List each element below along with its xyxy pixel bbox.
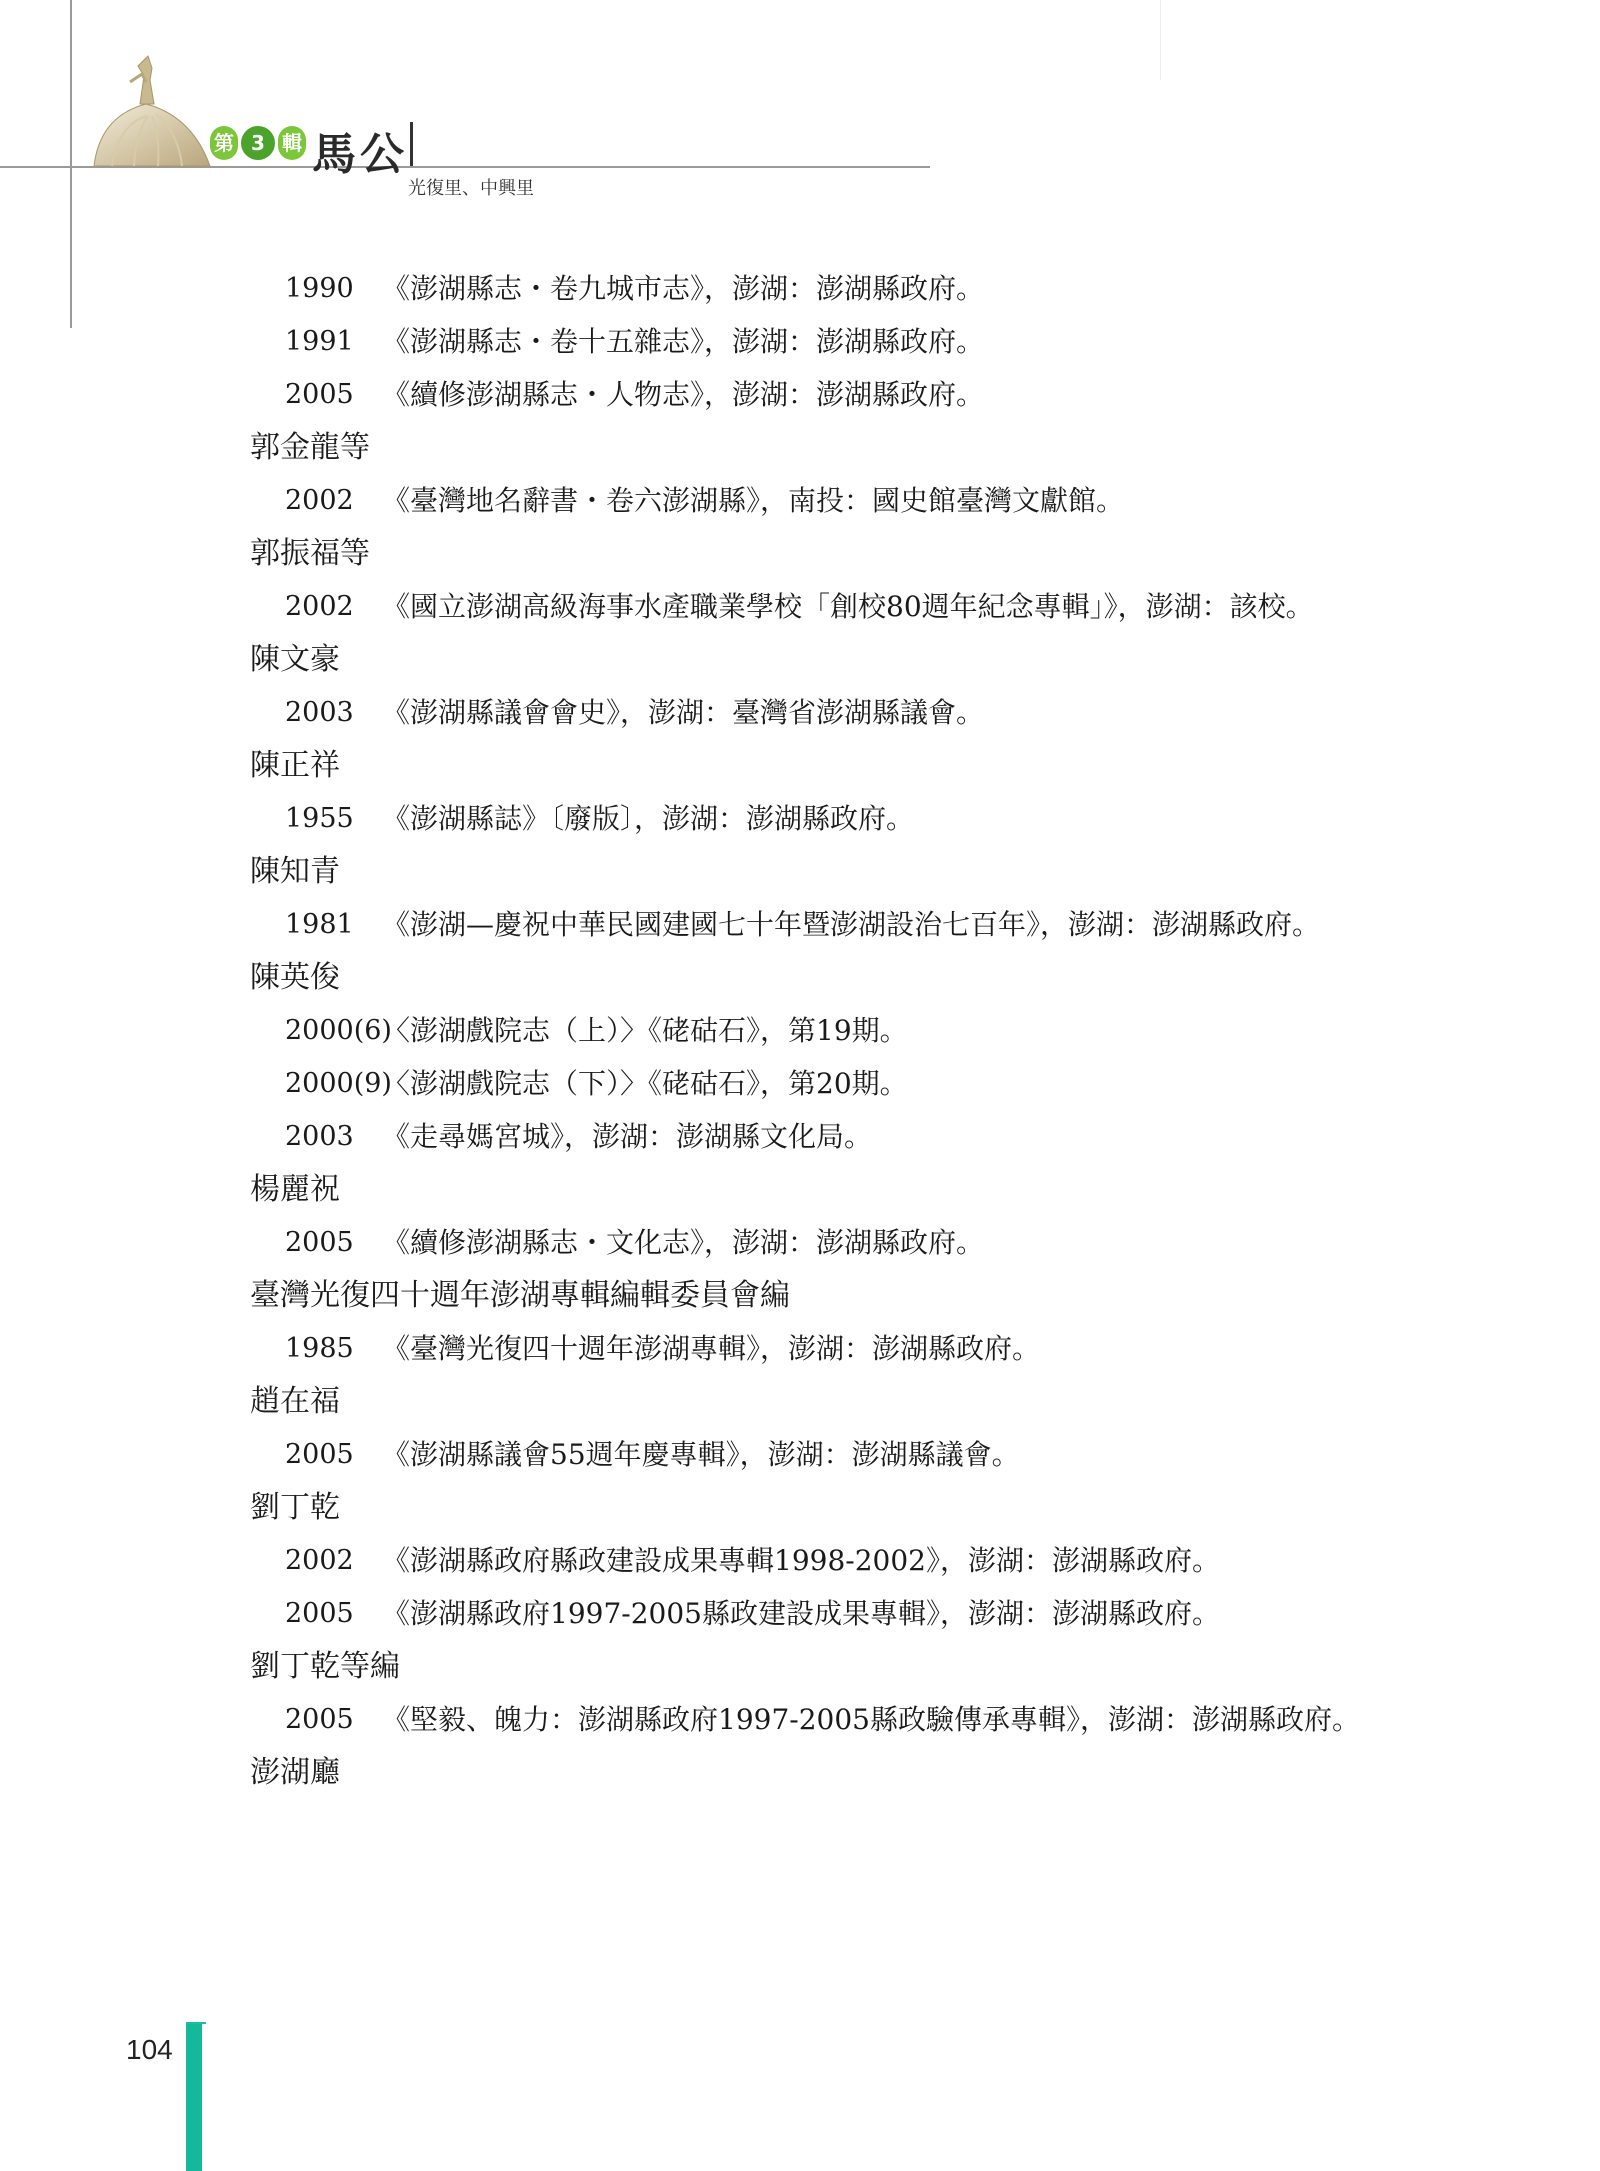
dome-statue-icon [86,52,226,168]
bib-entry-year: 2005 [285,1704,354,1735]
chapter-title: 馬公 [312,129,408,180]
bib-entry-text: 《澎湖縣議會55週年慶專輯》，澎湖：澎湖縣議會。 [382,1438,1020,1471]
bib-author: 劉丁乾等編 [250,1649,400,1684]
bib-entry-year: 2000(6) [285,1015,392,1046]
bib-entry [250,898,1400,951]
bib-entry-text: 《澎湖—慶祝中華民國建國七十年暨澎湖設治七百年》，澎湖：澎湖縣政府。 [382,908,1321,941]
bib-entry-year: 1955 [285,803,354,834]
bib-entry [250,474,1400,527]
bib-entry-text: 〈澎湖戲院志（下）〉《硓𥑮石》，第20期。 [382,1067,908,1100]
bib-entry-text: 《走尋媽宮城》，澎湖：澎湖縣文化局。 [382,1120,873,1153]
bib-entry-year: 1990 [285,273,354,304]
page-tab [186,2024,202,2171]
bib-entry [250,368,1400,421]
bib-author: 陳知青 [250,854,340,889]
bib-author: 陳文豪 [250,642,340,677]
bib-entry-text: 《澎湖縣志・卷九城市志》，澎湖：澎湖縣政府。 [382,272,985,305]
bib-author: 陳英俊 [250,960,340,995]
page-number: 104 [126,2034,173,2065]
bib-author: 楊麗祝 [250,1172,340,1207]
bib-entry-year: 2002 [285,591,354,622]
bib-entry [250,1110,1400,1163]
bib-entry [250,1216,1400,1269]
bib-entry [250,792,1400,845]
bib-entry [250,1322,1400,1375]
bib-author: 澎湖廳 [250,1755,340,1790]
bib-author: 臺灣光復四十週年澎湖專輯編輯委員會編 [250,1278,790,1313]
title-bar [410,122,413,166]
bib-entry-text: 《澎湖縣政府縣政建設成果專輯1998-2002》，澎湖：澎湖縣政府。 [382,1544,1220,1577]
faint-rule [1160,0,1161,80]
bibliography-list [250,262,1400,1799]
bib-entry-year: 2000(9) [285,1068,392,1099]
bib-entry-text: 《澎湖縣志・卷十五雜志》，澎湖：澎湖縣政府。 [382,325,985,358]
bib-entry-year: 1991 [285,326,354,357]
bib-entry [250,262,1400,315]
bib-entry [250,1004,1400,1057]
bib-entry [250,1693,1400,1746]
bib-entry-text: 《續修澎湖縣志・人物志》，澎湖：澎湖縣政府。 [382,378,985,411]
bib-entry [250,1428,1400,1481]
bib-author: 郭金龍等 [250,430,370,465]
bib-entry-text: 《澎湖縣誌》〔廢版〕，澎湖：澎湖縣政府。 [382,802,915,835]
bib-author: 郭振福等 [250,536,370,571]
bib-entry-year: 2005 [285,1598,354,1629]
bib-entry-year: 2005 [285,1439,354,1470]
bib-entry-text: 〈澎湖戲院志（上）〉《硓𥑮石》，第19期。 [382,1014,908,1047]
bib-author: 陳正祥 [250,748,340,783]
bib-entry-year: 2002 [285,1545,354,1576]
bib-entry-year: 2002 [285,485,354,516]
bib-entry-text: 《國立澎湖高級海事水產職業學校「創校80週年紀念專輯」》，澎湖：該校。 [382,590,1314,623]
bib-entry [250,686,1400,739]
bib-entry-text: 《臺灣地名辭書・卷六澎湖縣》，南投：國史館臺灣文獻館。 [382,484,1125,517]
bib-entry-text: 《續修澎湖縣志・文化志》，澎湖：澎湖縣政府。 [382,1226,985,1259]
bib-entry-text: 《堅毅、魄力：澎湖縣政府1997-2005縣政驗傳承專輯》，澎湖：澎湖縣政府。 [382,1703,1360,1736]
chapter-number: 3 [241,126,275,160]
bib-author: 劉丁乾 [250,1490,340,1525]
chapter-badge [210,126,306,160]
bib-author: 趙在福 [250,1384,340,1419]
bib-entry-year: 2003 [285,697,354,728]
bib-entry-year: 2003 [285,1121,354,1152]
header-vertical-rule [70,0,72,328]
bib-entry [250,1534,1400,1587]
chapter-prefix: 第 [210,126,238,160]
bib-entry-year: 1981 [285,909,354,940]
bib-entry-text: 《澎湖縣政府1997-2005縣政建設成果專輯》，澎湖：澎湖縣政府。 [382,1597,1220,1630]
bib-entry [250,1587,1400,1640]
bib-entry-year: 2005 [285,379,354,410]
bib-entry-year: 2005 [285,1227,354,1258]
bib-entry [250,1057,1400,1110]
bib-entry-text: 《澎湖縣議會會史》，澎湖：臺灣省澎湖縣議會。 [382,696,985,729]
chapter-suffix: 輯 [278,126,306,160]
bib-entry-text: 《臺灣光復四十週年澎湖專輯》，澎湖：澎湖縣政府。 [382,1332,1041,1365]
chapter-subtitle: 光復里、中興里 [408,178,534,199]
bib-entry [250,580,1400,633]
bib-entry-year: 1985 [285,1333,354,1364]
bib-entry [250,315,1400,368]
